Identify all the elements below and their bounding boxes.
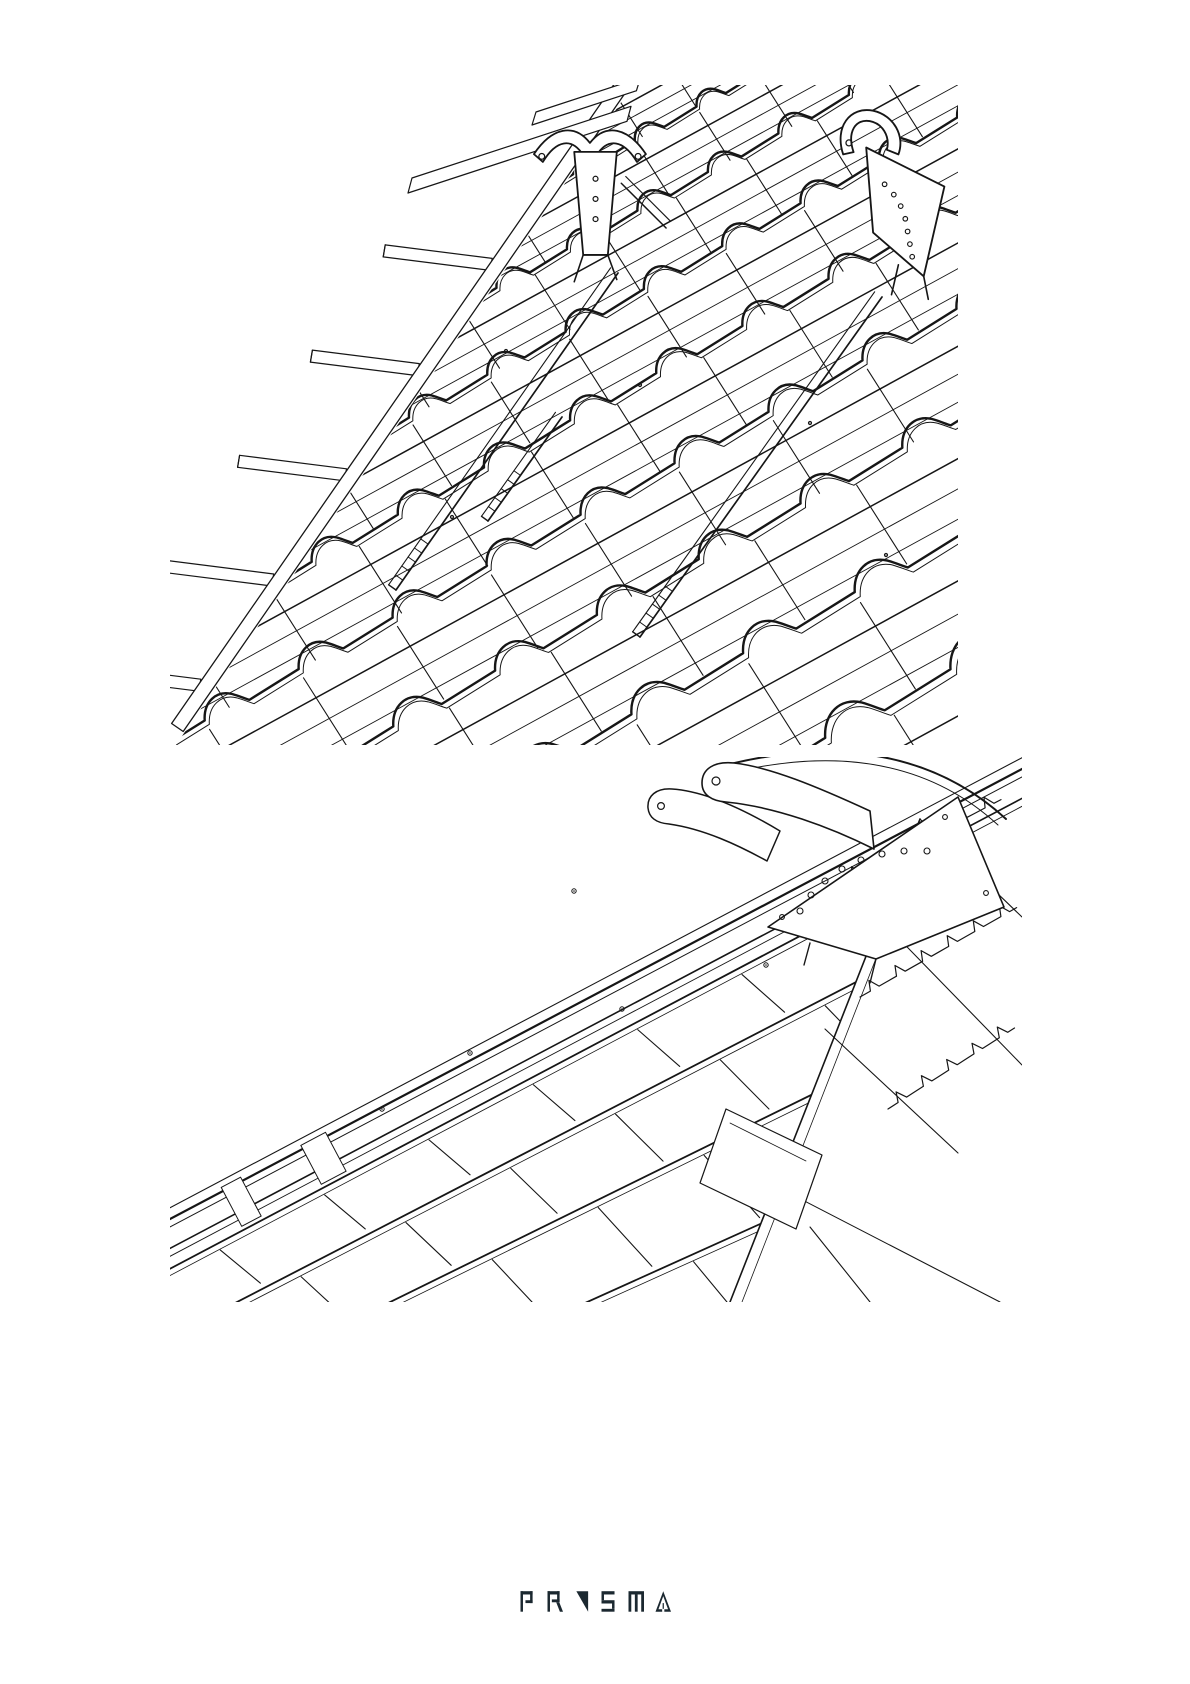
logo-letter-r (548, 1591, 564, 1612)
logo-letter-p (521, 1591, 533, 1612)
ridge-hook-drawing (170, 757, 1022, 1302)
logo-letter-i (576, 1591, 588, 1612)
figure-ridge-safety-hook-detail (170, 757, 1022, 1302)
logo-letter-a (656, 1591, 672, 1612)
tile-field (170, 85, 958, 745)
prisma-logo (508, 1589, 684, 1615)
pantile-roof-drawing (170, 85, 958, 745)
logo-letter-m (629, 1591, 645, 1612)
ridge-safety-hook (648, 757, 1006, 983)
prisma-logo-wordmark (508, 1589, 684, 1615)
figure-pantile-roof-with-two-safety-hooks (170, 85, 958, 745)
logo-letter-s (602, 1591, 615, 1612)
